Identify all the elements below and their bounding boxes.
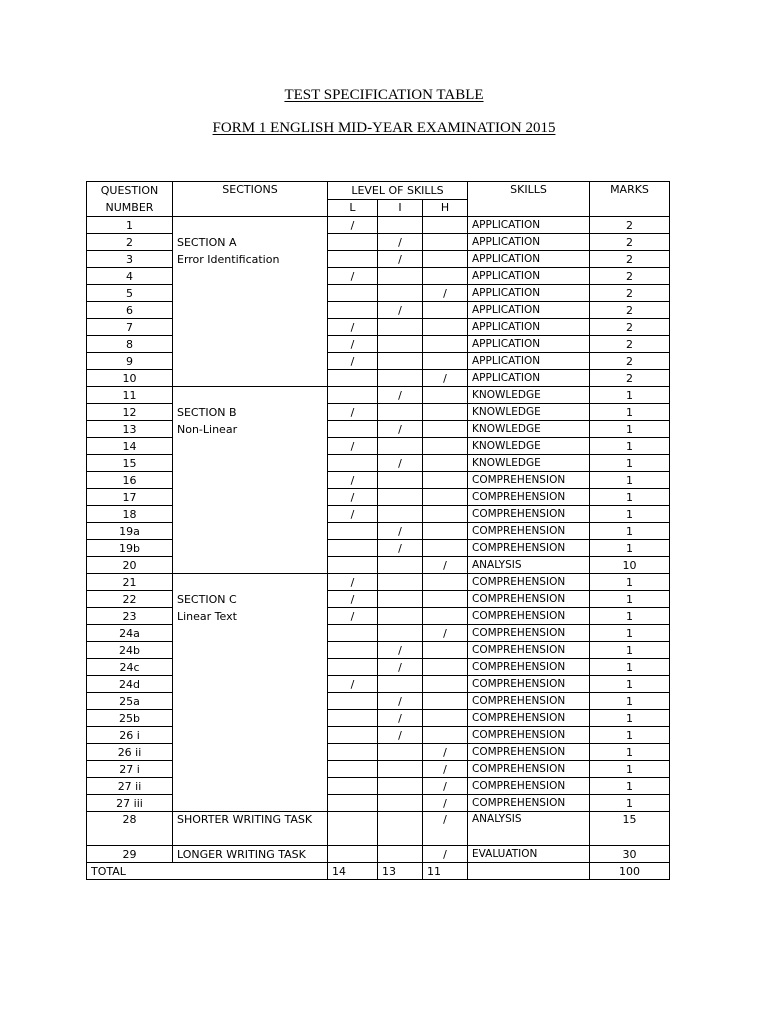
level-l-cell: / — [328, 438, 378, 455]
question-number-cell: 29 — [87, 846, 173, 863]
table-row — [87, 846, 670, 863]
section-cell-c — [173, 574, 328, 812]
level-l-cell — [328, 761, 378, 778]
level-l-cell — [328, 523, 378, 540]
question-number-cell: 16 — [87, 472, 173, 489]
level-i-cell — [378, 778, 423, 795]
marks-cell: 1 — [590, 625, 670, 642]
question-number-cell: 19b — [87, 540, 173, 557]
skill-cell: ANALYSIS — [468, 812, 590, 846]
level-i-cell — [378, 370, 423, 387]
question-number-cell: 27 iii — [87, 795, 173, 812]
page-subtitle: FORM 1 ENGLISH MID-YEAR EXAMINATION 2015 — [212, 120, 556, 136]
skill-cell: COMPREHENSION — [468, 540, 590, 557]
marks-cell: 2 — [590, 268, 670, 285]
section-description: Non-Linear — [177, 423, 238, 436]
section-name: SECTION C — [177, 593, 237, 606]
level-l-cell: / — [328, 336, 378, 353]
level-h-cell — [423, 489, 468, 506]
level-h-cell — [423, 404, 468, 421]
skill-cell: COMPREHENSION — [468, 625, 590, 642]
level-i-cell — [378, 472, 423, 489]
level-h-cell — [423, 302, 468, 319]
level-i-cell: / — [378, 523, 423, 540]
skill-cell: COMPREHENSION — [468, 676, 590, 693]
level-l-cell: / — [328, 268, 378, 285]
level-l-cell: / — [328, 608, 378, 625]
header-marks: MARKS — [590, 182, 670, 217]
skill-cell: APPLICATION — [468, 251, 590, 268]
question-number-cell: 8 — [87, 336, 173, 353]
skill-cell: APPLICATION — [468, 302, 590, 319]
level-h-cell — [423, 268, 468, 285]
header-skills: SKILLS — [468, 182, 590, 217]
skill-cell: KNOWLEDGE — [468, 421, 590, 438]
total-i: 13 — [378, 863, 423, 880]
question-number-cell: 20 — [87, 557, 173, 574]
skill-cell: COMPREHENSION — [468, 591, 590, 608]
level-i-cell — [378, 268, 423, 285]
question-number-cell: 10 — [87, 370, 173, 387]
section-name: SHORTER WRITING TASK — [177, 813, 313, 826]
level-i-cell: / — [378, 421, 423, 438]
level-l-cell: / — [328, 353, 378, 370]
skill-cell: APPLICATION — [468, 319, 590, 336]
question-number-cell: 24c — [87, 659, 173, 676]
level-h-cell — [423, 659, 468, 676]
marks-cell: 2 — [590, 217, 670, 234]
level-h-cell: / — [423, 285, 468, 302]
question-number-cell: 17 — [87, 489, 173, 506]
marks-cell: 1 — [590, 727, 670, 744]
section-description: Linear Text — [177, 610, 237, 623]
marks-cell: 30 — [590, 846, 670, 863]
level-i-cell — [378, 795, 423, 812]
level-h-cell — [423, 217, 468, 234]
level-h-cell — [423, 591, 468, 608]
marks-cell: 1 — [590, 387, 670, 404]
skill-cell: APPLICATION — [468, 234, 590, 251]
total-label: TOTAL — [87, 863, 328, 880]
level-l-cell — [328, 693, 378, 710]
question-number-cell: 9 — [87, 353, 173, 370]
skill-cell: COMPREHENSION — [468, 574, 590, 591]
level-l-cell — [328, 285, 378, 302]
test-specification-table — [86, 181, 670, 880]
marks-cell: 1 — [590, 778, 670, 795]
level-l-cell — [328, 387, 378, 404]
skill-cell: COMPREHENSION — [468, 710, 590, 727]
table-row — [87, 387, 670, 404]
level-l-cell: / — [328, 217, 378, 234]
level-i-cell — [378, 846, 423, 863]
level-i-cell — [378, 591, 423, 608]
level-l-cell — [328, 642, 378, 659]
question-number-cell: 6 — [87, 302, 173, 319]
level-h-cell: / — [423, 795, 468, 812]
skill-cell: COMPREHENSION — [468, 506, 590, 523]
header-level-of-skills: LEVEL OF SKILLS — [328, 182, 468, 200]
marks-cell: 1 — [590, 404, 670, 421]
level-l-cell — [328, 625, 378, 642]
question-number-cell: 26 i — [87, 727, 173, 744]
marks-cell: 2 — [590, 285, 670, 302]
table-row — [87, 812, 670, 846]
marks-cell: 15 — [590, 812, 670, 846]
marks-cell: 1 — [590, 710, 670, 727]
question-number-cell: 24a — [87, 625, 173, 642]
level-i-cell: / — [378, 727, 423, 744]
level-i-cell: / — [378, 455, 423, 472]
level-l-cell: / — [328, 489, 378, 506]
question-number-cell: 3 — [87, 251, 173, 268]
level-h-cell — [423, 472, 468, 489]
level-h-cell — [423, 234, 468, 251]
level-l-cell — [328, 744, 378, 761]
level-l-cell: / — [328, 472, 378, 489]
question-number-cell: 23 — [87, 608, 173, 625]
question-number-cell: 25a — [87, 693, 173, 710]
table-body — [87, 217, 670, 880]
question-number-cell: 28 — [87, 812, 173, 846]
skill-cell: COMPREHENSION — [468, 659, 590, 676]
skill-cell: APPLICATION — [468, 268, 590, 285]
page-title: TEST SPECIFICATION TABLE — [284, 87, 484, 103]
level-l-cell — [328, 421, 378, 438]
level-i-cell — [378, 574, 423, 591]
level-i-cell: / — [378, 302, 423, 319]
skill-cell: KNOWLEDGE — [468, 387, 590, 404]
level-l-cell — [328, 795, 378, 812]
level-h-cell — [423, 710, 468, 727]
marks-cell: 2 — [590, 234, 670, 251]
marks-cell: 10 — [590, 557, 670, 574]
marks-cell: 1 — [590, 591, 670, 608]
question-number-cell: 19a — [87, 523, 173, 540]
level-h-cell — [423, 455, 468, 472]
marks-cell: 1 — [590, 659, 670, 676]
skill-cell: COMPREHENSION — [468, 608, 590, 625]
level-l-cell: / — [328, 319, 378, 336]
level-i-cell — [378, 285, 423, 302]
level-h-cell: / — [423, 744, 468, 761]
marks-cell: 1 — [590, 438, 670, 455]
marks-cell: 1 — [590, 761, 670, 778]
level-h-cell — [423, 336, 468, 353]
skill-cell: ANALYSIS — [468, 557, 590, 574]
level-l-cell: / — [328, 676, 378, 693]
level-l-cell — [328, 557, 378, 574]
question-number-cell: 26 ii — [87, 744, 173, 761]
level-l-cell — [328, 234, 378, 251]
section-description: Error Identification — [177, 253, 280, 266]
marks-cell: 2 — [590, 319, 670, 336]
level-i-cell — [378, 353, 423, 370]
level-i-cell: / — [378, 387, 423, 404]
level-h-cell — [423, 676, 468, 693]
section-cell-e — [173, 846, 328, 863]
skill-cell: COMPREHENSION — [468, 727, 590, 744]
header-row — [87, 182, 670, 200]
marks-cell: 1 — [590, 489, 670, 506]
header-level-i: I — [378, 199, 423, 217]
marks-cell: 1 — [590, 506, 670, 523]
level-i-cell — [378, 217, 423, 234]
level-i-cell — [378, 404, 423, 421]
level-i-cell — [378, 506, 423, 523]
total-skills-empty — [468, 863, 590, 880]
level-h-cell — [423, 353, 468, 370]
skill-cell: COMPREHENSION — [468, 489, 590, 506]
question-number-cell: 27 i — [87, 761, 173, 778]
skill-cell: COMPREHENSION — [468, 744, 590, 761]
level-h-cell — [423, 387, 468, 404]
question-number-cell: 14 — [87, 438, 173, 455]
level-h-cell — [423, 608, 468, 625]
level-l-cell — [328, 455, 378, 472]
skill-cell: COMPREHENSION — [468, 761, 590, 778]
question-number-cell: 11 — [87, 387, 173, 404]
section-name: SECTION B — [177, 406, 237, 419]
level-h-cell: / — [423, 846, 468, 863]
skill-cell: APPLICATION — [468, 353, 590, 370]
marks-cell: 2 — [590, 251, 670, 268]
marks-cell: 1 — [590, 693, 670, 710]
level-l-cell — [328, 812, 378, 846]
level-h-cell: / — [423, 812, 468, 846]
level-i-cell: / — [378, 540, 423, 557]
question-number-cell: 25b — [87, 710, 173, 727]
level-h-cell — [423, 574, 468, 591]
skill-cell: APPLICATION — [468, 285, 590, 302]
marks-cell: 2 — [590, 336, 670, 353]
level-l-cell: / — [328, 574, 378, 591]
level-i-cell — [378, 336, 423, 353]
marks-cell: 1 — [590, 421, 670, 438]
level-l-cell — [328, 370, 378, 387]
level-h-cell — [423, 540, 468, 557]
level-h-cell — [423, 319, 468, 336]
level-l-cell — [328, 727, 378, 744]
level-i-cell: / — [378, 234, 423, 251]
section-name: SECTION A — [177, 236, 237, 249]
total-h: 11 — [423, 863, 468, 880]
level-i-cell — [378, 812, 423, 846]
level-i-cell — [378, 557, 423, 574]
skill-cell: COMPREHENSION — [468, 778, 590, 795]
question-number-cell: 24d — [87, 676, 173, 693]
level-l-cell — [328, 778, 378, 795]
marks-cell: 2 — [590, 353, 670, 370]
level-l-cell — [328, 846, 378, 863]
level-i-cell — [378, 438, 423, 455]
marks-cell: 1 — [590, 455, 670, 472]
level-h-cell: / — [423, 557, 468, 574]
skill-cell: EVALUATION — [468, 846, 590, 863]
level-h-cell — [423, 642, 468, 659]
skill-cell: KNOWLEDGE — [468, 455, 590, 472]
skill-cell: COMPREHENSION — [468, 693, 590, 710]
marks-cell: 1 — [590, 540, 670, 557]
level-i-cell — [378, 676, 423, 693]
question-number-cell: 15 — [87, 455, 173, 472]
level-h-cell: / — [423, 778, 468, 795]
question-number-cell: 18 — [87, 506, 173, 523]
marks-cell: 2 — [590, 302, 670, 319]
level-h-cell — [423, 523, 468, 540]
level-h-cell — [423, 421, 468, 438]
marks-cell: 1 — [590, 608, 670, 625]
level-i-cell: / — [378, 710, 423, 727]
question-number-cell: 1 — [87, 217, 173, 234]
level-l-cell — [328, 302, 378, 319]
question-number-cell: 27 ii — [87, 778, 173, 795]
level-i-cell: / — [378, 659, 423, 676]
section-cell-b — [173, 387, 328, 574]
question-number-cell: 4 — [87, 268, 173, 285]
marks-cell: 2 — [590, 370, 670, 387]
marks-cell: 1 — [590, 472, 670, 489]
skill-cell: APPLICATION — [468, 370, 590, 387]
level-l-cell — [328, 710, 378, 727]
level-l-cell: / — [328, 506, 378, 523]
level-i-cell — [378, 744, 423, 761]
skill-cell: COMPREHENSION — [468, 523, 590, 540]
question-number-cell: 12 — [87, 404, 173, 421]
header-sections: SECTIONS — [173, 182, 328, 217]
question-number-cell: 13 — [87, 421, 173, 438]
level-l-cell — [328, 659, 378, 676]
question-number-cell: 2 — [87, 234, 173, 251]
total-row — [87, 863, 670, 880]
level-l-cell: / — [328, 591, 378, 608]
marks-cell: 1 — [590, 795, 670, 812]
question-number-cell: 21 — [87, 574, 173, 591]
total-marks: 100 — [590, 863, 670, 880]
marks-cell: 1 — [590, 523, 670, 540]
section-cell-a — [173, 217, 328, 387]
level-i-cell — [378, 489, 423, 506]
question-number-cell: 7 — [87, 319, 173, 336]
skill-cell: COMPREHENSION — [468, 472, 590, 489]
skill-cell: KNOWLEDGE — [468, 438, 590, 455]
level-i-cell — [378, 761, 423, 778]
level-h-cell — [423, 506, 468, 523]
total-l: 14 — [328, 863, 378, 880]
level-i-cell — [378, 608, 423, 625]
table-row — [87, 217, 670, 234]
question-number-cell: 5 — [87, 285, 173, 302]
level-h-cell — [423, 727, 468, 744]
header-level-l: L — [328, 199, 378, 217]
section-cell-d — [173, 812, 328, 846]
level-h-cell: / — [423, 370, 468, 387]
level-i-cell: / — [378, 251, 423, 268]
skill-cell: KNOWLEDGE — [468, 404, 590, 421]
level-l-cell — [328, 540, 378, 557]
level-i-cell: / — [378, 642, 423, 659]
level-l-cell: / — [328, 404, 378, 421]
level-h-cell: / — [423, 761, 468, 778]
section-name: LONGER WRITING TASK — [177, 847, 306, 861]
marks-cell: 1 — [590, 676, 670, 693]
level-h-cell — [423, 693, 468, 710]
level-h-cell — [423, 251, 468, 268]
header-question-number: QUESTION NUMBER — [87, 182, 173, 217]
question-number-cell: 24b — [87, 642, 173, 659]
question-number-cell: 22 — [87, 591, 173, 608]
skill-cell: COMPREHENSION — [468, 795, 590, 812]
level-i-cell — [378, 319, 423, 336]
level-l-cell — [328, 251, 378, 268]
header-level-h: H — [423, 199, 468, 217]
level-i-cell: / — [378, 693, 423, 710]
marks-cell: 1 — [590, 744, 670, 761]
skill-cell: APPLICATION — [468, 217, 590, 234]
skill-cell: APPLICATION — [468, 336, 590, 353]
table-row — [87, 574, 670, 591]
skill-cell: COMPREHENSION — [468, 642, 590, 659]
marks-cell: 1 — [590, 642, 670, 659]
level-h-cell: / — [423, 625, 468, 642]
marks-cell: 1 — [590, 574, 670, 591]
level-h-cell — [423, 438, 468, 455]
level-i-cell — [378, 625, 423, 642]
